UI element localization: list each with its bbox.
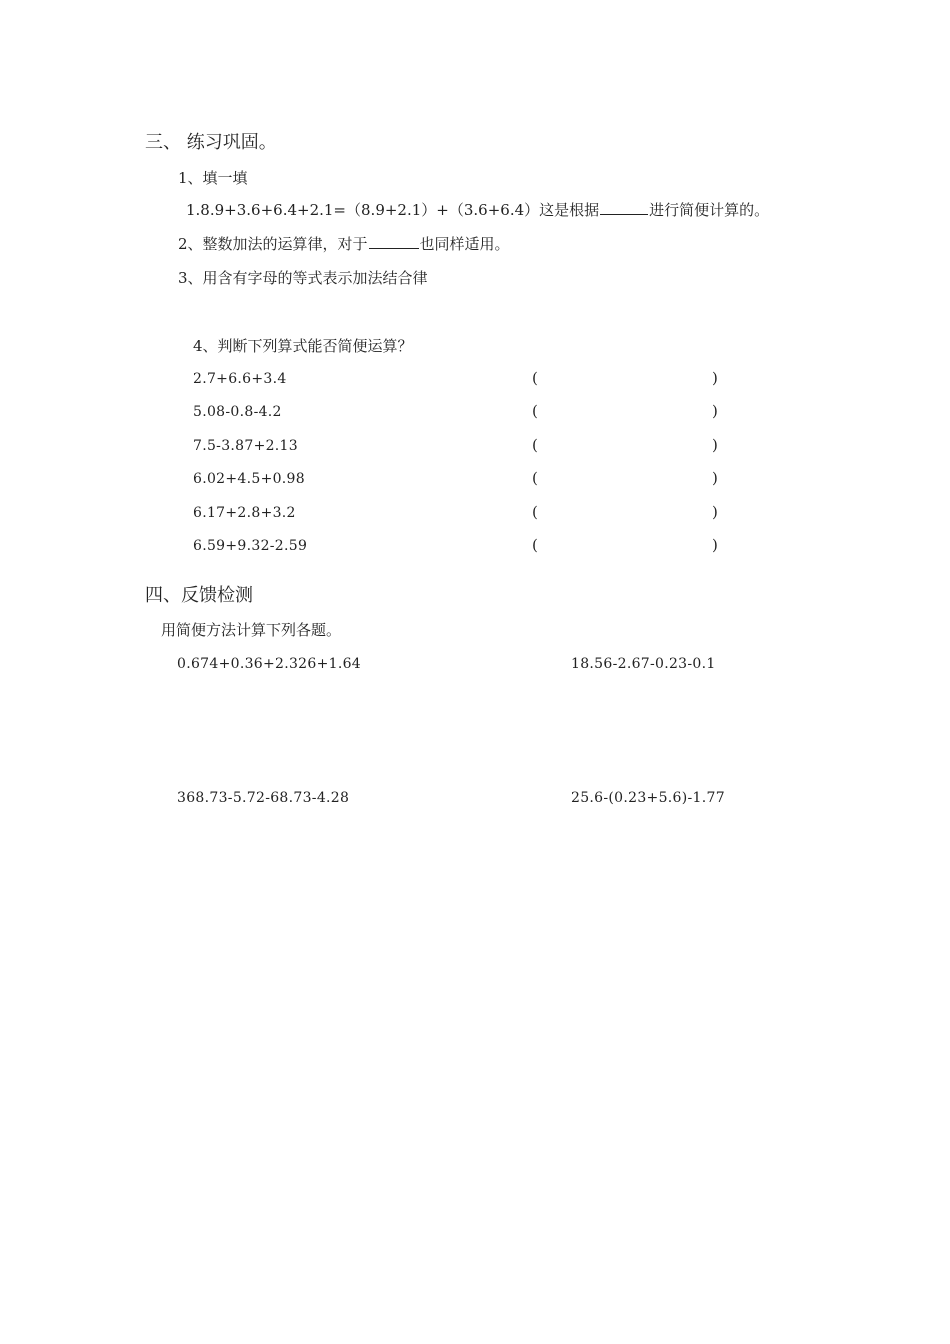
answer-paren-close: ) — [712, 436, 718, 454]
fill-blank — [600, 214, 648, 215]
judge-expression: 6.59+9.32-2.59 — [193, 538, 308, 554]
question-2-text-before: 2、整数加法的运算律，对于 — [178, 235, 368, 253]
judge-expression: 6.02+4.5+0.98 — [193, 471, 305, 487]
answer-paren-open: ( — [532, 369, 538, 387]
answer-paren-close: ) — [712, 503, 718, 521]
answer-paren-open: ( — [532, 402, 538, 420]
calc-problem: 25.6-(0.23+5.6)-1.77 — [571, 790, 725, 806]
question-2 — [178, 237, 510, 252]
question-1-item — [186, 203, 769, 218]
fill-blank — [369, 248, 419, 249]
judge-expression: 7.5-3.87+2.13 — [193, 438, 298, 454]
judge-expression: 5.08-0.8-4.2 — [193, 404, 282, 420]
question-1-heading: 1、填一填 — [178, 169, 248, 187]
section-4-title: 四、反馈检测 — [145, 585, 253, 606]
calc-problem: 0.674+0.36+2.326+1.64 — [177, 656, 361, 672]
answer-paren-open: ( — [532, 536, 538, 554]
question-1-text-before: 1.8.9+3.6+6.4+2.1=（8.9+2.1）+（3.6+6.4）这是根据 — [186, 201, 600, 219]
judge-expression: 2.7+6.6+3.4 — [193, 371, 287, 387]
answer-paren-close: ) — [712, 469, 718, 487]
question-2-text-after: 也同样适用。 — [419, 235, 510, 253]
section-4-instruction: 用简便方法计算下列各题。 — [161, 621, 342, 639]
section-3-title: 三、 练习巩固。 — [145, 132, 277, 153]
answer-paren-close: ) — [712, 369, 718, 387]
calc-problem: 18.56-2.67-0.23-0.1 — [571, 656, 716, 672]
answer-paren-close: ) — [712, 402, 718, 420]
calc-problem: 368.73-5.72-68.73-4.28 — [177, 790, 350, 806]
question-1-text-after: 进行简便计算的。 — [649, 201, 770, 219]
answer-paren-open: ( — [532, 469, 538, 487]
question-3: 3、用含有字母的等式表示加法结合律 — [178, 269, 428, 287]
answer-paren-close: ) — [712, 536, 718, 554]
judge-expression: 6.17+2.8+3.2 — [193, 505, 296, 521]
question-4-heading: 4、判断下列算式能否简便运算？ — [193, 337, 413, 355]
answer-paren-open: ( — [532, 503, 538, 521]
answer-paren-open: ( — [532, 436, 538, 454]
